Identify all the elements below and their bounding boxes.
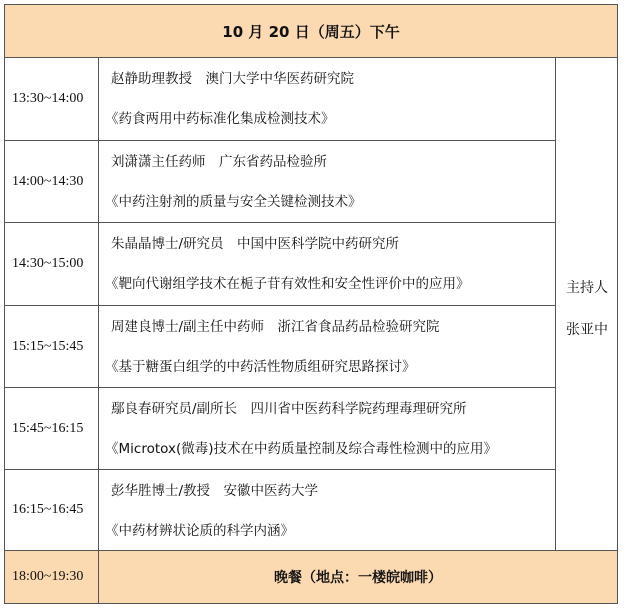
speaker-info: 彭华胜博士/教授 安徽中医药大学 [111,483,319,499]
host-name: 张亚中 [566,322,608,338]
dinner-row [5,550,617,603]
talk-title: 《Microtox(微毒)技术在中药质量控制及综合毒性检测中的应用》 [105,441,497,457]
talk-title: 《药食两用中药标准化集成检测技术》 [105,111,335,127]
talk-title: 《基于糖蛋白组学的中药活性物质组研究思路探讨》 [105,359,416,375]
speaker-info: 鄢良春研究员/副所长 四川省中医药科学院药理毒理研究所 [111,401,467,417]
talk-title: 《中药材辨状论质的科学内涵》 [105,523,294,539]
session-time: 13:30~14:00 [5,58,99,140]
schedule-header [5,5,617,58]
session-talk [99,58,555,140]
session-talk [99,388,555,469]
session-talk [99,306,555,387]
talk-title: 《中药注射剂的质量与安全关键检测技术》 [105,194,362,210]
session-time: 15:15~15:45 [5,306,99,387]
dinner-time: 18:00~19:30 [5,551,99,603]
schedule-table [4,4,618,604]
host-label: 主持人 [566,280,608,296]
speaker-info: 赵静助理教授 澳门大学中华医药研究院 [111,71,354,87]
session-talk [99,141,555,222]
dinner-info: 晚餐（地点：一楼皖咖啡） [274,570,442,586]
session-time: 14:00~14:30 [5,141,99,222]
date-title: 10 月 20 日（周五）下午 [222,22,400,41]
session-time: 16:15~16:45 [5,470,99,550]
speaker-info: 周建良博士/副主任中药师 浙江省食品药品检验研究院 [111,319,440,335]
speaker-info: 刘潇潇主任药师 广东省药品检验所 [111,154,327,170]
session-talk [99,470,555,550]
host-column [555,57,617,550]
session-time: 14:30~15:00 [5,223,99,305]
talk-title: 《靶向代谢组学技术在栀子苷有效性和安全性评价中的应用》 [105,276,470,292]
session-time: 15:45~16:15 [5,388,99,469]
speaker-info: 朱晶晶博士/研究员 中国中医科学院中药研究所 [111,236,400,252]
session-talk [99,223,555,305]
